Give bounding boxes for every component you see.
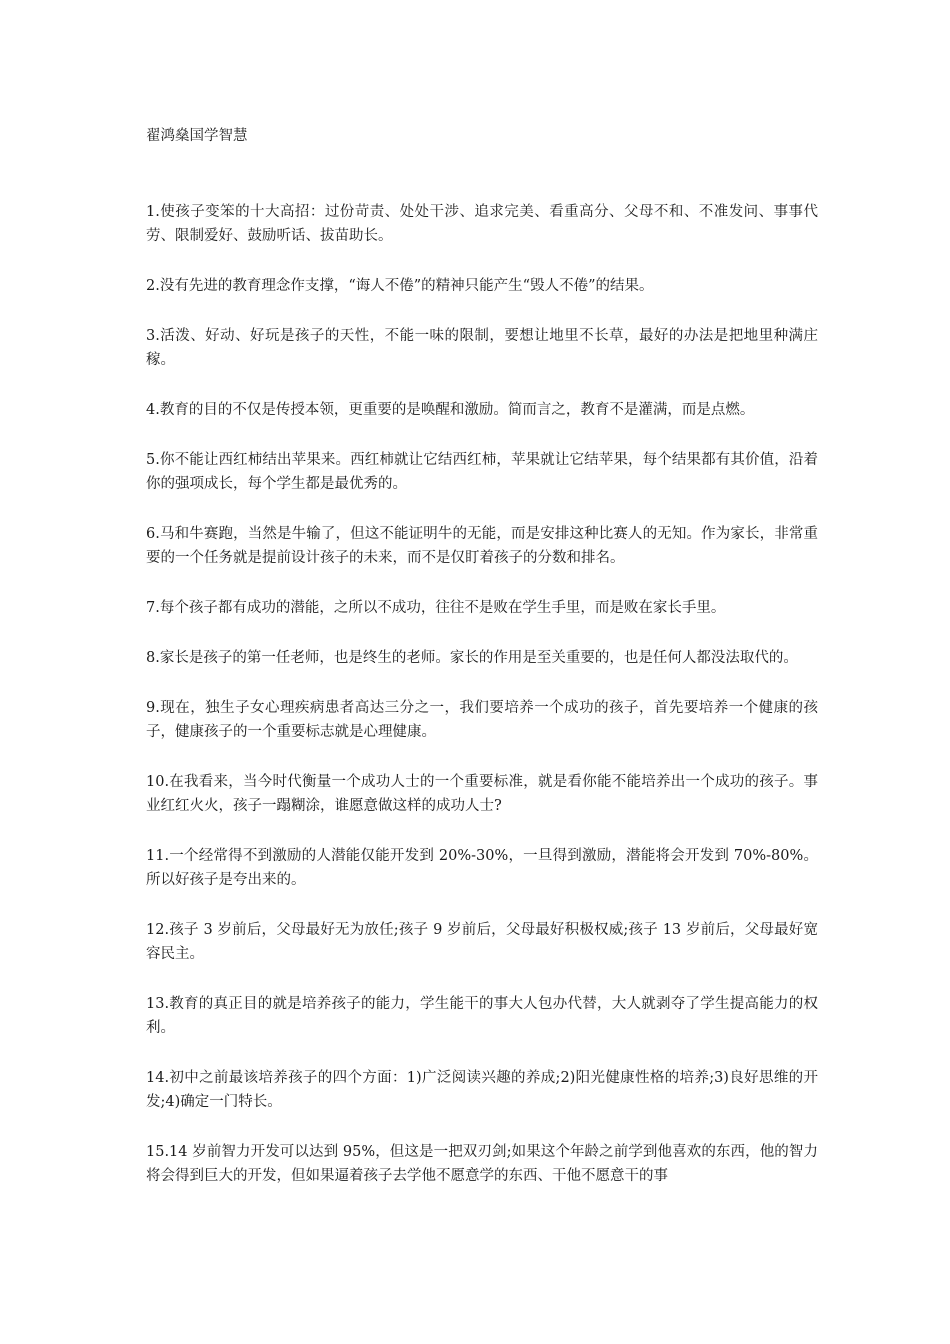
paragraph-3: 3.活泼、好动、好玩是孩子的天性，不能一味的限制，要想让地里不长草，最好的办法是把地里种满庄稼。 xyxy=(146,328,818,368)
paragraph-9: 9.现在，独生子女心理疾病患者高达三分之一，我们要培养一个成功的孩子，首先要培养一个健康的孩子，健康孩子的一个重要标志就是心理健康。 xyxy=(146,700,818,740)
paragraph-5: 5.你不能让西红柿结出苹果来。西红柿就让它结西红柿，苹果就让它结苹果，每个结果都有其价值，沿着你的强项成长，每个学生都是最优秀的。 xyxy=(146,452,818,492)
paragraph-2: 2.没有先进的教育理念作支撑，“诲人不倦”的精神只能产生“毁人不倦”的结果。 xyxy=(146,278,654,294)
paragraph-8: 8.家长是孩子的第一任老师，也是终生的老师。家长的作用是至关重要的，也是任何人都没法取代的。 xyxy=(146,650,798,666)
paragraph-15: 15.14 岁前智力开发可以达到 95%，但这是一把双刃剑;如果这个年龄之前学到他喜欢的东西，他的智力将会得到巨大的开发，但如果逼着孩子去学他不愿意学的东西、干他不愿意干的事 xyxy=(146,1144,818,1184)
paragraph-14: 14.初中之前最该培养孩子的四个方面：1)广泛阅读兴趣的养成;2)阳光健康性格的培养;3)良好思维的开发;4)确定一门特长。 xyxy=(146,1070,818,1110)
paragraph-11: 11.一个经常得不到激励的人潜能仅能开发到 20%-30%，一旦得到激励，潜能将会开发到 70%-80%。所以好孩子是夸出来的。 xyxy=(146,848,818,888)
document-title: 翟鸿燊国学智慧 xyxy=(146,128,248,144)
paragraph-4: 4.教育的目的不仅是传授本领，更重要的是唤醒和激励。简而言之，教育不是灌满，而是点燃。 xyxy=(146,402,755,418)
paragraph-10: 10.在我看来，当今时代衡量一个成功人士的一个重要标准，就是看你能不能培养出一个成功的孩子。事业红红火火，孩子一蹋糊涂，谁愿意做这样的成功人士? xyxy=(146,774,818,814)
paragraph-12: 12.孩子 3 岁前后，父母最好无为放任;孩子 9 岁前后，父母最好积极权威;孩子 13 岁前后，父母最好宽容民主。 xyxy=(146,922,818,962)
paragraph-7: 7.每个孩子都有成功的潜能，之所以不成功，往往不是败在学生手里，而是败在家长手里。 xyxy=(146,600,726,616)
document-body xyxy=(146,124,818,1188)
paragraph-6: 6.马和牛赛跑，当然是牛输了，但这不能证明牛的无能，而是安排这种比赛人的无知。作为家长，非常重要的一个任务就是提前设计孩子的未来，而不是仅盯着孩子的分数和排名。 xyxy=(146,526,818,566)
paragraph-13: 13.教育的真正目的就是培养孩子的能力，学生能干的事大人包办代替，大人就剥夺了学生提高能力的权利。 xyxy=(146,996,818,1036)
paragraph-1: 1.使孩子变笨的十大高招：过份苛责、处处干涉、追求完美、看重高分、父母不和、不准发问、事事代劳、限制爱好、鼓励听话、拔苗助长。 xyxy=(146,204,818,244)
